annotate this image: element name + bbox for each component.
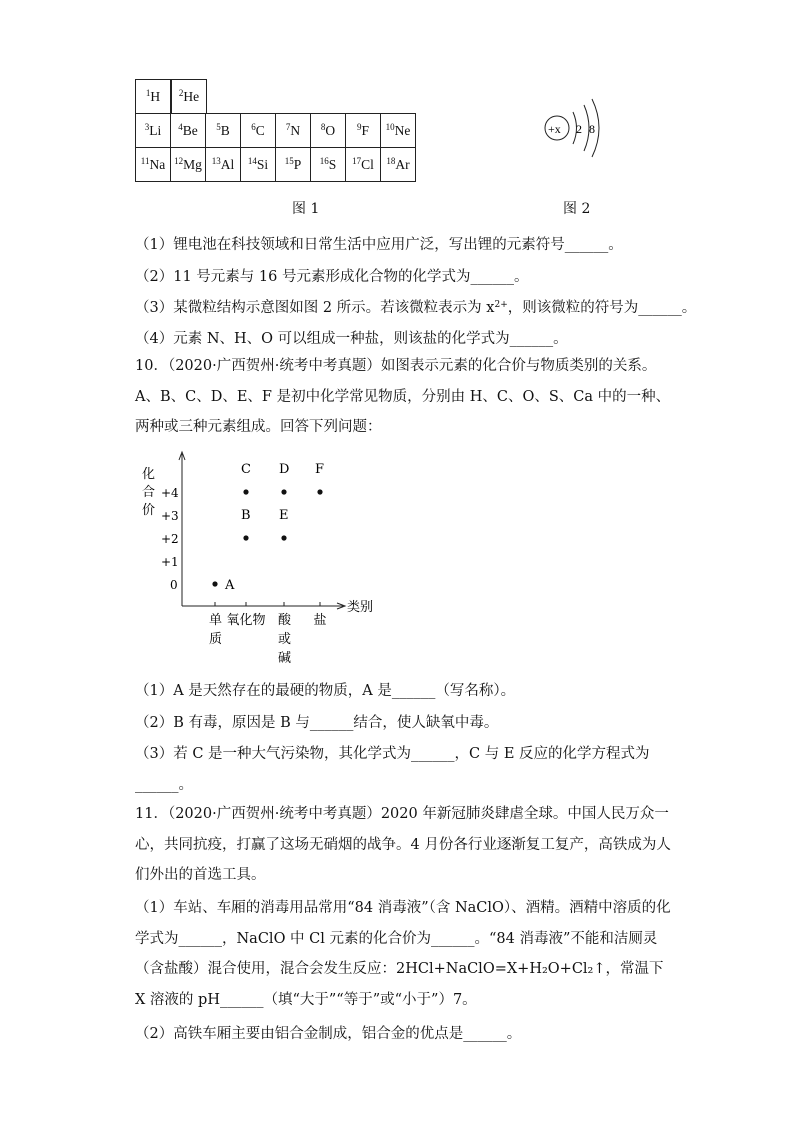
element-cell: $^5$B [206, 114, 241, 148]
point-label: F [315, 462, 325, 477]
element-cell: $^{14}$Si [241, 148, 276, 182]
element-cell: $^{17}$Cl [346, 148, 381, 182]
valence-chart [138, 448, 398, 670]
data-point-d [281, 489, 286, 494]
x-tick-label-char: 碱 [278, 651, 292, 666]
element-cell: $^3$Li [136, 114, 171, 148]
periodic-table-rows [135, 113, 416, 182]
q9-sub1: （1）锂电池在科技领域和日常生活中应用广泛，写出锂的元素符号______。 [135, 237, 623, 253]
x-tick-label-char: 或 [278, 632, 292, 647]
y-tick-label: +4 [161, 486, 179, 500]
figure1-caption: 图 1 [292, 201, 320, 217]
table-row [136, 80, 207, 114]
y-tick-label: 0 [170, 578, 178, 592]
y-axis-label-char: 价 [142, 503, 156, 518]
point-label: D [279, 462, 290, 477]
q9-sub3: （3）某微粒结构示意图如图 2 所示。若该微粒表示为 $x^{2+}$，则该微粒的符号为______。 [135, 300, 697, 316]
q11-sub1: （1）车站、车厢的消毒用品常用“84 消毒液”（含 NaClO）、酒精。酒精中溶质的化学式为______，NaClO 中 Cl 元素的化合价为______。“84 消毒液”不能和洁厕灵（含盐酸）混合使用，混合会发生反应：2HCl+NaClO=X+H₂O+Cl₂↑，常温下 X 溶液的 pH______（填“大于”“等于”或“小于”）7。 [135, 900, 671, 1008]
y-tick-label: +2 [161, 532, 179, 546]
x-tick-label-char: 质 [209, 632, 223, 647]
q9-sub4: （4）元素 N、H、O 可以组成一种盐，则该盐的化学式为______。 [135, 331, 568, 347]
y-tick-label: +3 [161, 509, 179, 523]
q10-stem: 10．（2020·广西贺州·统考中考真题）如图表示元素的化合价与物质类别的关系。A、B、C、D、E、F 是初中化学常见物质，分别由 H、C、O、S、Ca 中的一种、两种或三种元素组成。回答下列问题： [135, 358, 671, 435]
element-cell: $^{13}$Al [206, 148, 241, 182]
element-cell: $^{18}$Ar [381, 148, 416, 182]
q10-sub3a: （3）若 C 是一种大气污染物，其化学式为______，C 与 E 反应的化学方程式为 [135, 746, 650, 762]
element-cell: $^1$H [136, 80, 171, 114]
table-row [136, 114, 416, 148]
element-cell: $^7$N [276, 114, 311, 148]
element-cell: $^4$Be [171, 114, 206, 148]
data-point-a [212, 581, 217, 586]
y-axis-label-char: 合 [142, 485, 156, 500]
element-cell: $^2$He [172, 80, 207, 114]
q10-sub1: （1）A 是天然存在的最硬的物质，A 是______（写名称）。 [135, 683, 516, 699]
x-axis-label: 类别 [347, 600, 374, 615]
y-tick-label: +1 [161, 555, 179, 569]
q10-sub2: （2）B 有毒，原因是 B 与______结合，使人缺氧中毒。 [135, 715, 499, 731]
x-tick-label-char: 单 [209, 613, 223, 628]
point-label: A [225, 578, 235, 593]
table-row [136, 148, 416, 182]
x-tick-label: 盐 [313, 613, 327, 628]
element-cell: $^{11}$Na [136, 148, 171, 182]
element-cell: $^{12}$Mg [171, 148, 206, 182]
data-point-b [243, 535, 248, 540]
q10-sub3b: ______。 [135, 777, 193, 793]
data-point-c [243, 489, 248, 494]
q9-sub2: （2）11 号元素与 16 号元素形成化合物的化学式为______。 [135, 269, 529, 285]
nucleus-label: +x [548, 122, 561, 136]
q11-sub2: （2）高铁车厢主要由铝合金制成，铝合金的优点是______。 [135, 1026, 522, 1042]
shell1-electrons: 2 [576, 122, 582, 136]
element-cell: $^6$C [241, 114, 276, 148]
x-tick-label: 氧化物 [226, 613, 266, 628]
element-cell: $^{10}$Ne [381, 114, 416, 148]
y-axis-label-char: 化 [142, 467, 156, 482]
data-point-e [281, 535, 286, 540]
shell2-electrons: 8 [589, 122, 595, 136]
q11-stem: 11．（2020·广西贺州·统考中考真题）2020 年新冠肺炎肆虐全球。中国人民万众一心，共同抗疫，打赢了这场无硝烟的战争。4 月份各行业逐渐复工复产，高铁成为人们外出的首选工具。 [135, 806, 671, 883]
atom-structure-diagram [540, 95, 610, 165]
element-cell: $^{16}$S [311, 148, 346, 182]
periodic-table-figure [135, 79, 207, 114]
x-tick-label-char: 酸 [278, 613, 292, 628]
element-cell: $^{15}$P [276, 148, 311, 182]
element-cell: $^8$O [311, 114, 346, 148]
figure2-caption: 图 2 [563, 201, 591, 217]
data-point-f [317, 489, 322, 494]
point-label: B [241, 508, 251, 523]
point-label: E [279, 508, 289, 523]
point-label: C [241, 462, 251, 477]
element-cell: $^9$F [346, 114, 381, 148]
